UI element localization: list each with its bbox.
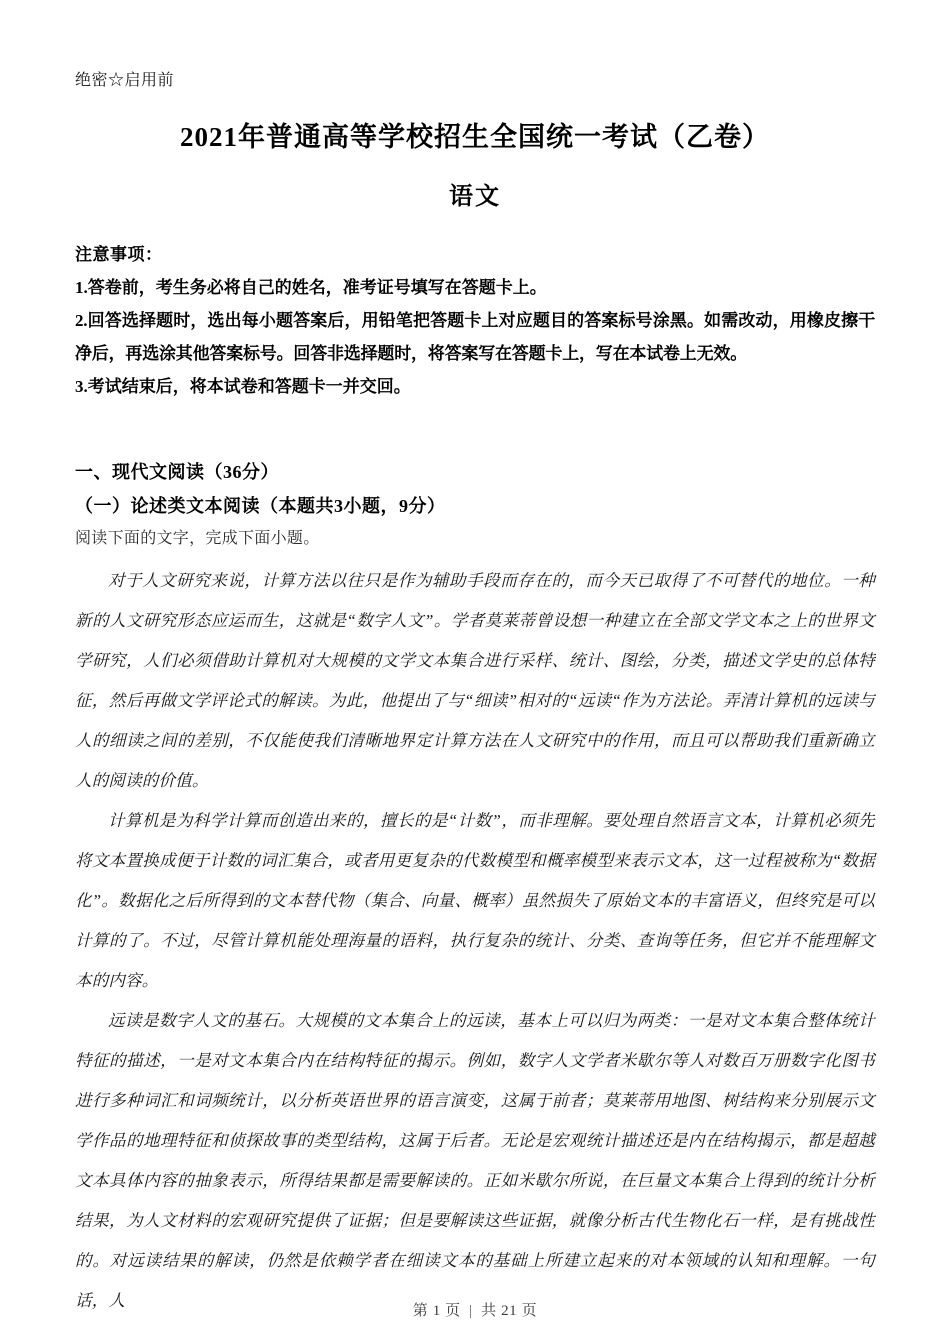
footer-separator: |	[469, 1303, 473, 1319]
page-footer	[0, 1300, 950, 1322]
section-heading-part-one: 一、现代文阅读（36分）	[75, 462, 279, 482]
sub-section-heading-argumentative-reading: （一）论述类文本阅读（本题共3小题，9分）	[75, 496, 446, 516]
passage-paragraph: 对于人文研究来说，计算方法以往只是作为辅助手段而存在的，而今天已取得了不可替代的地位。一种新的人文研究形态应运而生，这就是“数字人文”。学者莫莱蒂曾设想一种建立在全部文学文本之上的世界文学研究，人们必须借助计算机对大规模的文学文本集合进行采样、统计、图绘，分类，描述文学史的总体特征，然后再做文学评论式的解读。为此，他提出了与“细读”相对的“远读“作为方法论。弄清计算机的远读与人的细读之间的差别，不仅能使我们清晰地界定计算方法在人文研究中的作用，而且可以帮助我们重新确立人的阅读的价值。	[75, 571, 875, 790]
notice-heading: 注意事项：	[75, 245, 163, 264]
reading-instruction: 阅读下面的文字，完成下面小题。	[75, 530, 320, 547]
secrecy-notice: 绝密☆启用前	[75, 72, 175, 89]
notice-item-2: 2.回答选择题时，选出每小题答案后，用铅笔把答题卡上对应题目的答案标号涂黑。如需改动，用橡皮擦干净后，再选涂其他答案标号。回答非选择题时，将答案写在答题卡上，写在本试卷上无效。	[75, 311, 875, 363]
footer-current-page: 1	[432, 1303, 441, 1319]
passage-paragraph: 计算机是为科学计算而创造出来的，擅长的是“计数”，而非理解。要处理自然语言文本，计算机必须先将文本置换成便于计数的词汇集合，或者用更复杂的代数模型和概率模型来表示文本，这一过程被称为“数据化”。数据化之后所得到的文本替代物（集合、向量、概率）虽然损失了原始文本的丰富语义，但终究是可以计算的了。不过，尽管计算机能处理海量的语料，执行复杂的统计、分类、查询等任务，但它并不能理解文本的内容。	[75, 811, 875, 990]
footer-total-prefix: 共	[481, 1303, 497, 1319]
passage-paragraph: 远读是数字人文的基石。大规模的文本集合上的远读，基本上可以归为两类：一是对文本集合整体统计特征的描述，一是对文本集合内在结构特征的揭示。例如，数字人文学者米歇尔等人对数百万册数字化图书进行多种词汇和词频统计，以分析英语世界的语言演变，这属于前者；莫莱蒂用地图、树结构来分别展示文学作品的地理特征和侦探故事的类型结构，这属于后者。无论是宏观统计描述还是内在结构揭示，都是超越文本具体内容的抽象表示，所得结果都是需要解读的。正如米歇尔所说，在巨量文本集合上得到的统计分析结果，为人文材料的宏观研究提供了证据；但是要解读这些证据，就像分析古代生物化石一样，是有挑战性的。对远读结果的解读，仍然是依赖学者在细读文本的基础上所建立起来的对本领域的认知和理解。一句话，人	[75, 1011, 875, 1310]
page-title: 2021年普通高等学校招生全国统一考试（乙卷）	[180, 122, 770, 152]
footer-total-pages: 21	[501, 1303, 518, 1319]
footer-total-suffix: 页	[521, 1303, 538, 1319]
notice-item-3: 3.考试结束后，将本试卷和答题卡一并交回。	[75, 377, 411, 396]
footer-page-suffix: 页	[445, 1303, 461, 1319]
reading-passage	[75, 561, 875, 1321]
footer-page-prefix: 第	[412, 1303, 429, 1319]
section-headings	[75, 455, 875, 555]
subject-subtitle: 语文	[449, 184, 501, 210]
notice-block	[75, 238, 875, 403]
notice-item-1: 1.答卷前，考生务必将自己的姓名，准考证号填写在答题卡上。	[75, 278, 547, 297]
